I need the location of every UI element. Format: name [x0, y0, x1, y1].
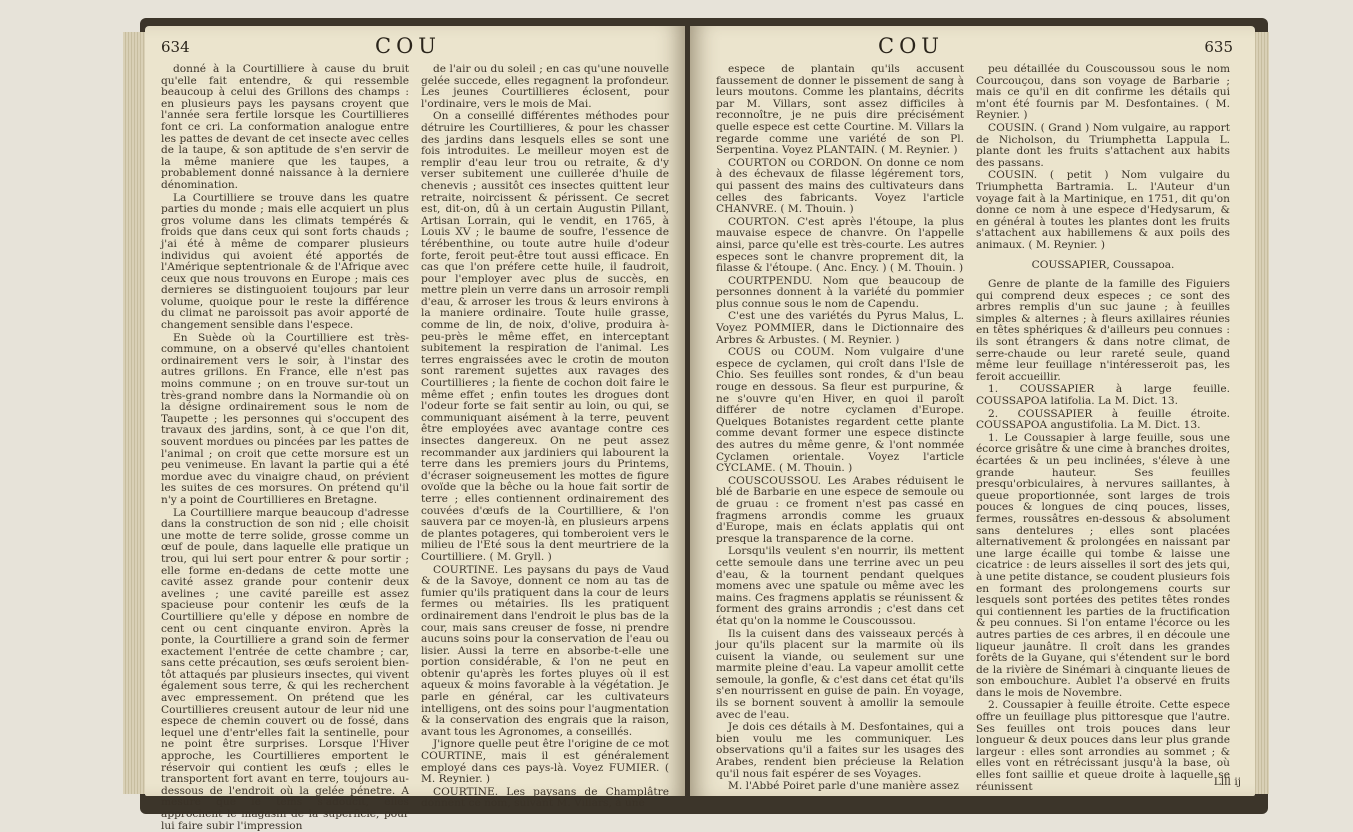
paragraph: de l'air ou du soleil ; en cas qu'une nouvelle gelée succede, elles regagnent la profondeur. Les jeunes Courtillieres éclosent, pour l'ordinaire, vers le mois de Mai. [421, 63, 669, 110]
paragraph: donné à la Courtilliere à cause du bruit qu'elle fait entendre, & qui ressemble beaucoup à celui des Grillons des champs : en plusieurs pays les paysans croyent que l'année sera fertile lorsque les Courtillieres font ce cri. La conformation analogue entre les pattes de devant de cet insecte avec celles de la taupe, & son aptitude de s'en servir de la même maniere que les taupes, a probablement donné naissance à la derniere dénomination. [161, 63, 409, 191]
paragraph: 2. COUSSAPIER à feuille étroite. COUSSAPOA angustifolia. La M. Dict. 13. [976, 407, 1230, 432]
paragraph: C'est une des variétés du Pyrus Malus, L. Voyez POMMIER, dans le Dictionnaire des Arbres & Arbustes. ( M. Reynier. ) [716, 310, 964, 346]
paragraph: 2. Coussapier à feuille étroite. Cette espece offre un feuillage plus pittoresque que l'autre. Ses feuilles ont trois pouces dans leur longueur & deux pouces dans leur plus grande largeur : elles sont arrondies au sommet ; & elles vont en rétrécissant jusqu'à la base, où elles font saillie et queue droite à laquelle se réunissent [976, 699, 1230, 793]
paragraph: On a conseillé différentes méthodes pour détruire les Courtillieres, & pour les chasser des jardins dans lesquels elles se sont une fois introduites. Le meilleur moyen est de remplir d'eau leur trou ou retraite, & d'y verser subitement une cuillerée d'huile de chenevis ; aussitôt ces insectes quittent leur retraite, noircissent & périssent. Ce secret est, dit-on, dû à un certain Augustin Pillant, Artisan Lorrain, qui le vendit, en 1765, à Louis XV ; le baume de soufre, l'essence de térébenthine, ou toute autre huile d'odeur forte, feroit peut-être tout aussi efficace. En cas que l'on préfere cette huile, il faudroit, pour l'employer avec plus de succès, en mettre plein un verre dans un arrosoir rempli d'eau, & arroser les trous & leurs environs à la maniere ordinaire. Toute huile grasse, comme de lin, de noix, d'olive, produira à-peu-près le même effet, en interceptant subitement la respiration de l'animal. Les terres engraissées avec le crotin de mouton sont rarement sujettes aux ravages des Courtillieres ; la fiente de cochon doit faire le même effet ; enfin toutes les drogues dont l'odeur forte se fait sentir au loin, ou qui, se communiquant aisément à la terre, peuvent être employées avec avantage contre ces insectes dangereux. On ne peut assez recommander aux jardiniers qui labourent la terre dans les premiers jours du Printems, d'écraser soigneusement les mottes de figure ovoïde que la bêche ou la houe fait sortir de terre ; elles contiennent ordinairement des couvées d'œufs de la Courtilliere, & l'on sauvera par ce moyen-là, en plusieurs arpens de plantes potageres, qui tomberoient vers le milieu de l'Eté sous la dent meurtriere de la Courtilliere. ( M. Gryll. ) [421, 110, 669, 563]
paragraph: COUS ou COUM. Nom vulgaire d'une espece de cyclamen, qui croît dans l'Isle de Chio. Ses feuilles sont rondes, & d'un beau rouge en dessous. Sa fleur est purpurine, & ne s'ouvre qu'en Hiver, en quoi il paroît différer de notre cyclamen d'Europe. Quelques Botanistes regardent cette plante comme devant former une espece distincte des autres du même genre, & l'ont nommée Cyclamen orientale. Voyez l'article CYCLAME. ( M. Thouin. ) [716, 346, 964, 475]
paragraph: En Suède où la Courtilliere est très-commune, on a observé qu'elles chantoient ordinairement vers le soir, à l'instar des autres grillons. En France, elle n'est pas moins commune ; on en trouve sur-tout un très-grand nombre dans la Normandie où on la désigne ordinairement sous le nom de Taupette ; les personnes qui s'occupent des travaux des jardins, sont, à ce que l'on dit, souvent mordues ou pincées par les pattes de l'animal ; on croit que cette morsure est un peu venimeuse. En lavant la partie qui a été mordue avec du vinaigre chaud, on prévient les suites de ces morsures. On prétend qu'il n'y a point de Courtillieres en Bretagne. [161, 331, 409, 506]
paragraph: La Courtilliere se trouve dans les quatre parties du monde ; mais elle acquiert un plus gros volume dans les climats tempérés & froids que dans ceux qui sont forts chauds ; j'ai été à même de comparer plusieurs individus qui avoient été apportés de l'Amérique septentrionale & de l'Afrique avec ceux que nous trouvons en Europe ; mais ces dernieres se distinguoient toujours par leur volume, quoique pour le reste la différence du climat ne paroissoit pas avoir apporté de changement sensible dans l'espece. [161, 191, 409, 332]
paragraph: La Courtilliere marque beaucoup d'adresse dans la construction de son nid ; elle choisit une motte de terre solide, grosse comme un œuf de poule, dans laquelle elle pratique un trou, qui lui sert pour entrer & pour sortir ; elle forme en-dedans de cette motte une cavité assez grande pour contenir deux avelines ; une cavité pareille est assez spacieuse pour contenir les œufs de la Courtilliere qu'elle y dépose en nombre de cent ou cent cinquante environ. Après la ponte, la Courtilliere a grand soin de fermer exactement l'entrée de cette chambre ; car, sans cette précaution, ses œufs seroient bien-tôt attaqués par plusieurs insectes, qui vivent également sous terre, & qui les recherchent avec empressement. On prétend que les Courtillieres creusent autour de leur nid une espece de chemin couvert ou de fossé, dans lequel une d'entr'elles fait la sentinelle, pour ne point être surprises. Lorsque l'Hiver approche, les Courtillieres emportent le réservoir qui contient les œufs ; elles le transportent fort avant en terre, toujours au-dessous de l'endroit où la gelée pénetre. A mesure que le tems s'adoucit, elles approchent le magasin de la superficie, pour lui faire subir l'impression [161, 506, 409, 832]
page-edges-left [123, 32, 147, 794]
left-column-2 [421, 63, 669, 810]
paragraph: Je dois ces détails à M. Desfontaines, qui a bien voulu me les communiquer. Les observations qu'il a faites sur les usages des Arabes, rendent bien précieuse la Relation qu'il nous fait espérer de ses Voyages. [716, 721, 964, 780]
paragraph: peu détaillée du Couscoussou sous le nom Courcouçou, dans son voyage de Barbarie ; mais ce qu'il en dit confirme les détails qui m'ont été fournis par M. Desfontaines. ( M. Reynier. ) [976, 63, 1230, 122]
paragraph: COURTPENDU. Nom que beaucoup de personnes donnent à la variété du pommier plus connue sous le nom de Capendu. [716, 274, 964, 310]
paragraph: espece de plantain qu'ils accusent faussement de donner le pissement de sang à leurs moutons. Comme les plantains, décrits par M. Villars, sont assez difficiles à reconnoître, je ne puis dire précisément quelle espece est cette Courtine. M. Villars la regarde comme une variété de son Pl. Serpentina. Voyez PLANTAIN. ( M. Reynier. ) [716, 63, 964, 157]
paragraph: COUSIN. ( Grand ) Nom vulgaire, au rapport de Nicholson, du Triumphetta Lappula L. plante dont les fruits s'attachent aux habits des passans. [976, 121, 1230, 169]
left-column-1 [161, 63, 409, 832]
paragraph: COURTON. C'est après l'étoupe, la plus mauvaise espece de chanvre. On l'appelle ainsi, parce qu'elle est très-courte. Les autres especes sont le chanvre proprement dit, la filasse & l'étoupe. ( Anc. Ency. ) ( M. Thouin. ) [716, 215, 964, 275]
paragraph: COUSCOUSSOU. Les Arabes réduisent le blé de Barbarie en une espece de semoule ou de gruau : ce froment n'est pas cassé en fragmens arrondis comme les gruaux d'Europe, mais en éclats applatis qui ont presque la transparence de la corne. [716, 474, 964, 545]
page-edges-right [1255, 32, 1269, 794]
left-running-head: COU [375, 34, 441, 58]
paragraph: COURTON ou CORDON. On donne ce nom à des échevaux de filasse légérement tors, qui passent des mains des cultivateurs dans celles des fabricants. Voyez l'article CHANVRE. ( M. Thouin. ) [716, 156, 964, 216]
right-page [690, 26, 1255, 796]
left-page-number: 634 [161, 38, 190, 56]
paragraph: Lorsqu'ils veulent s'en nourrir, ils mettent cette semoule dans une terrine avec un peu d'eau, & la tournent pendant quelques momens avec une spatule ou même avec les mains. Ces fragmens applatis se réunissent & forment des grains arrondis ; c'est dans cet état qu'on la nomme le Couscoussou. [716, 545, 964, 627]
left-page [145, 26, 685, 832]
paragraph: COURTINE. Les paysans de Champlâtre donnent ce nom, suivant M. Villars, à une [421, 785, 669, 810]
paragraph: Genre de plante de la famille des Figuiers qui comprend deux especes ; ce sont des arbres remplis d'un suc jaune ; à feuilles simples & alternes ; à fleurs axillaires réunies en têtes sphériques & d'ailleurs peu connues : ils sont étrangers & dans notre climat, de serre-chaude ou leur rareté seule, quand même leur feuillage n'intéresseroit pas, les feroit accueillir. [976, 278, 1230, 383]
right-running-head: COU [878, 34, 944, 58]
paragraph: 1. Le Coussapier à large feuille, sous une écorce grisâtre & une cime à branches droites, écartées & un peu inclinées, s'éleve à une grande hauteur. Ses feuilles presqu'orbiculaires, à nervures saillantes, à queue proportionnée, sont larges de trois pouces & longues de cinq pouces, lisses, fermes, roussâtres en-dessous & absolument sans dentelures ; elles sont placées alternativement & prolongées en naissant par une large écaille qui tombe & laisse une cicatrice : de leurs aisselles il sort des jets qui, à une petite distance, se coudent plusieurs fois en formant des prolongemens courts sur lesquels sont portées des petites têtes rondes qui contiennent les parties de la fructification & peu connues. Si l'on entame l'écorce ou les autres parties de ces arbres, il en découle une liqueur jaunâtre. Il croît dans les grandes forêts de la Guyane, qui s'étendent sur le bord de la rivière de Sinémari à cinquante lieues de son embouchure. Aublet l'a observé en fruits dans le mois de Novembre. [976, 431, 1230, 699]
paragraph: COUSSAPIER, Coussapoa. [1031, 258, 1175, 271]
right-column-1 [716, 63, 964, 793]
page-signature: Llll ij [1213, 776, 1241, 788]
paragraph: J'ignore quelle peut être l'origine de ce mot COURTINE, mais il est généralement employé dans ces pays-là. Voyez FUMIER. ( M. Reynier. ) [421, 738, 669, 786]
right-page-number: 635 [1204, 38, 1233, 56]
paragraph: M. l'Abbé Poiret parle d'une manière assez [728, 780, 959, 793]
paragraph: COURTINE. Les paysans du pays de Vaud & de la Savoye, donnent ce nom au tas de fumier qu'ils pratiquent dans la cour de leurs fermes ou métairies. Ils les pratiquent ordinairement dans l'endroit le plus bas de la cour, mais sans creuser de fosse, ni prendre aucuns soins pour la conservation de l'eau ou lisier. Aussi la terre en absorbe-t-elle une portion considérable, & l'on ne peut en obtenir qu'après les fortes pluyes où il est aqueux & moins favorable à la végétation. Je parle en général, car les cultivateurs intelligens, ont des soins pour l'augmentation & la conservation des engrais que la raison, avant tous les Agronomes, a conseillés. [421, 563, 669, 738]
paragraph: 1. COUSSAPIER à large feuille. COUSSAPOA latifolia. La M. Dict. 13. [976, 383, 1230, 408]
paragraph: COUSIN. ( petit ) Nom vulgaire du Triumphetta Bartramia. L. l'Auteur d'un voyage fait à la Martinique, en 1751, dit qu'on donne ce nom à une espece d'Hedysarum, & en général à toutes les plantes dont les fruits s'attachent aux habillemens & aux poils des animaux. ( M. Reynier. ) [976, 169, 1230, 251]
paragraph: Ils la cuisent dans des vaisseaux percés à jour qu'ils placent sur la marmite où ils cuisent la viande, ou seulement sur une marmite pleine d'eau. La vapeur amollit cette semoule, la gonfle, & c'est dans cet état qu'ils s'en nourrissent en guise de pain. En voyage, ils se bornent souvent à amollir la semoule avec de l'eau. [716, 627, 964, 721]
